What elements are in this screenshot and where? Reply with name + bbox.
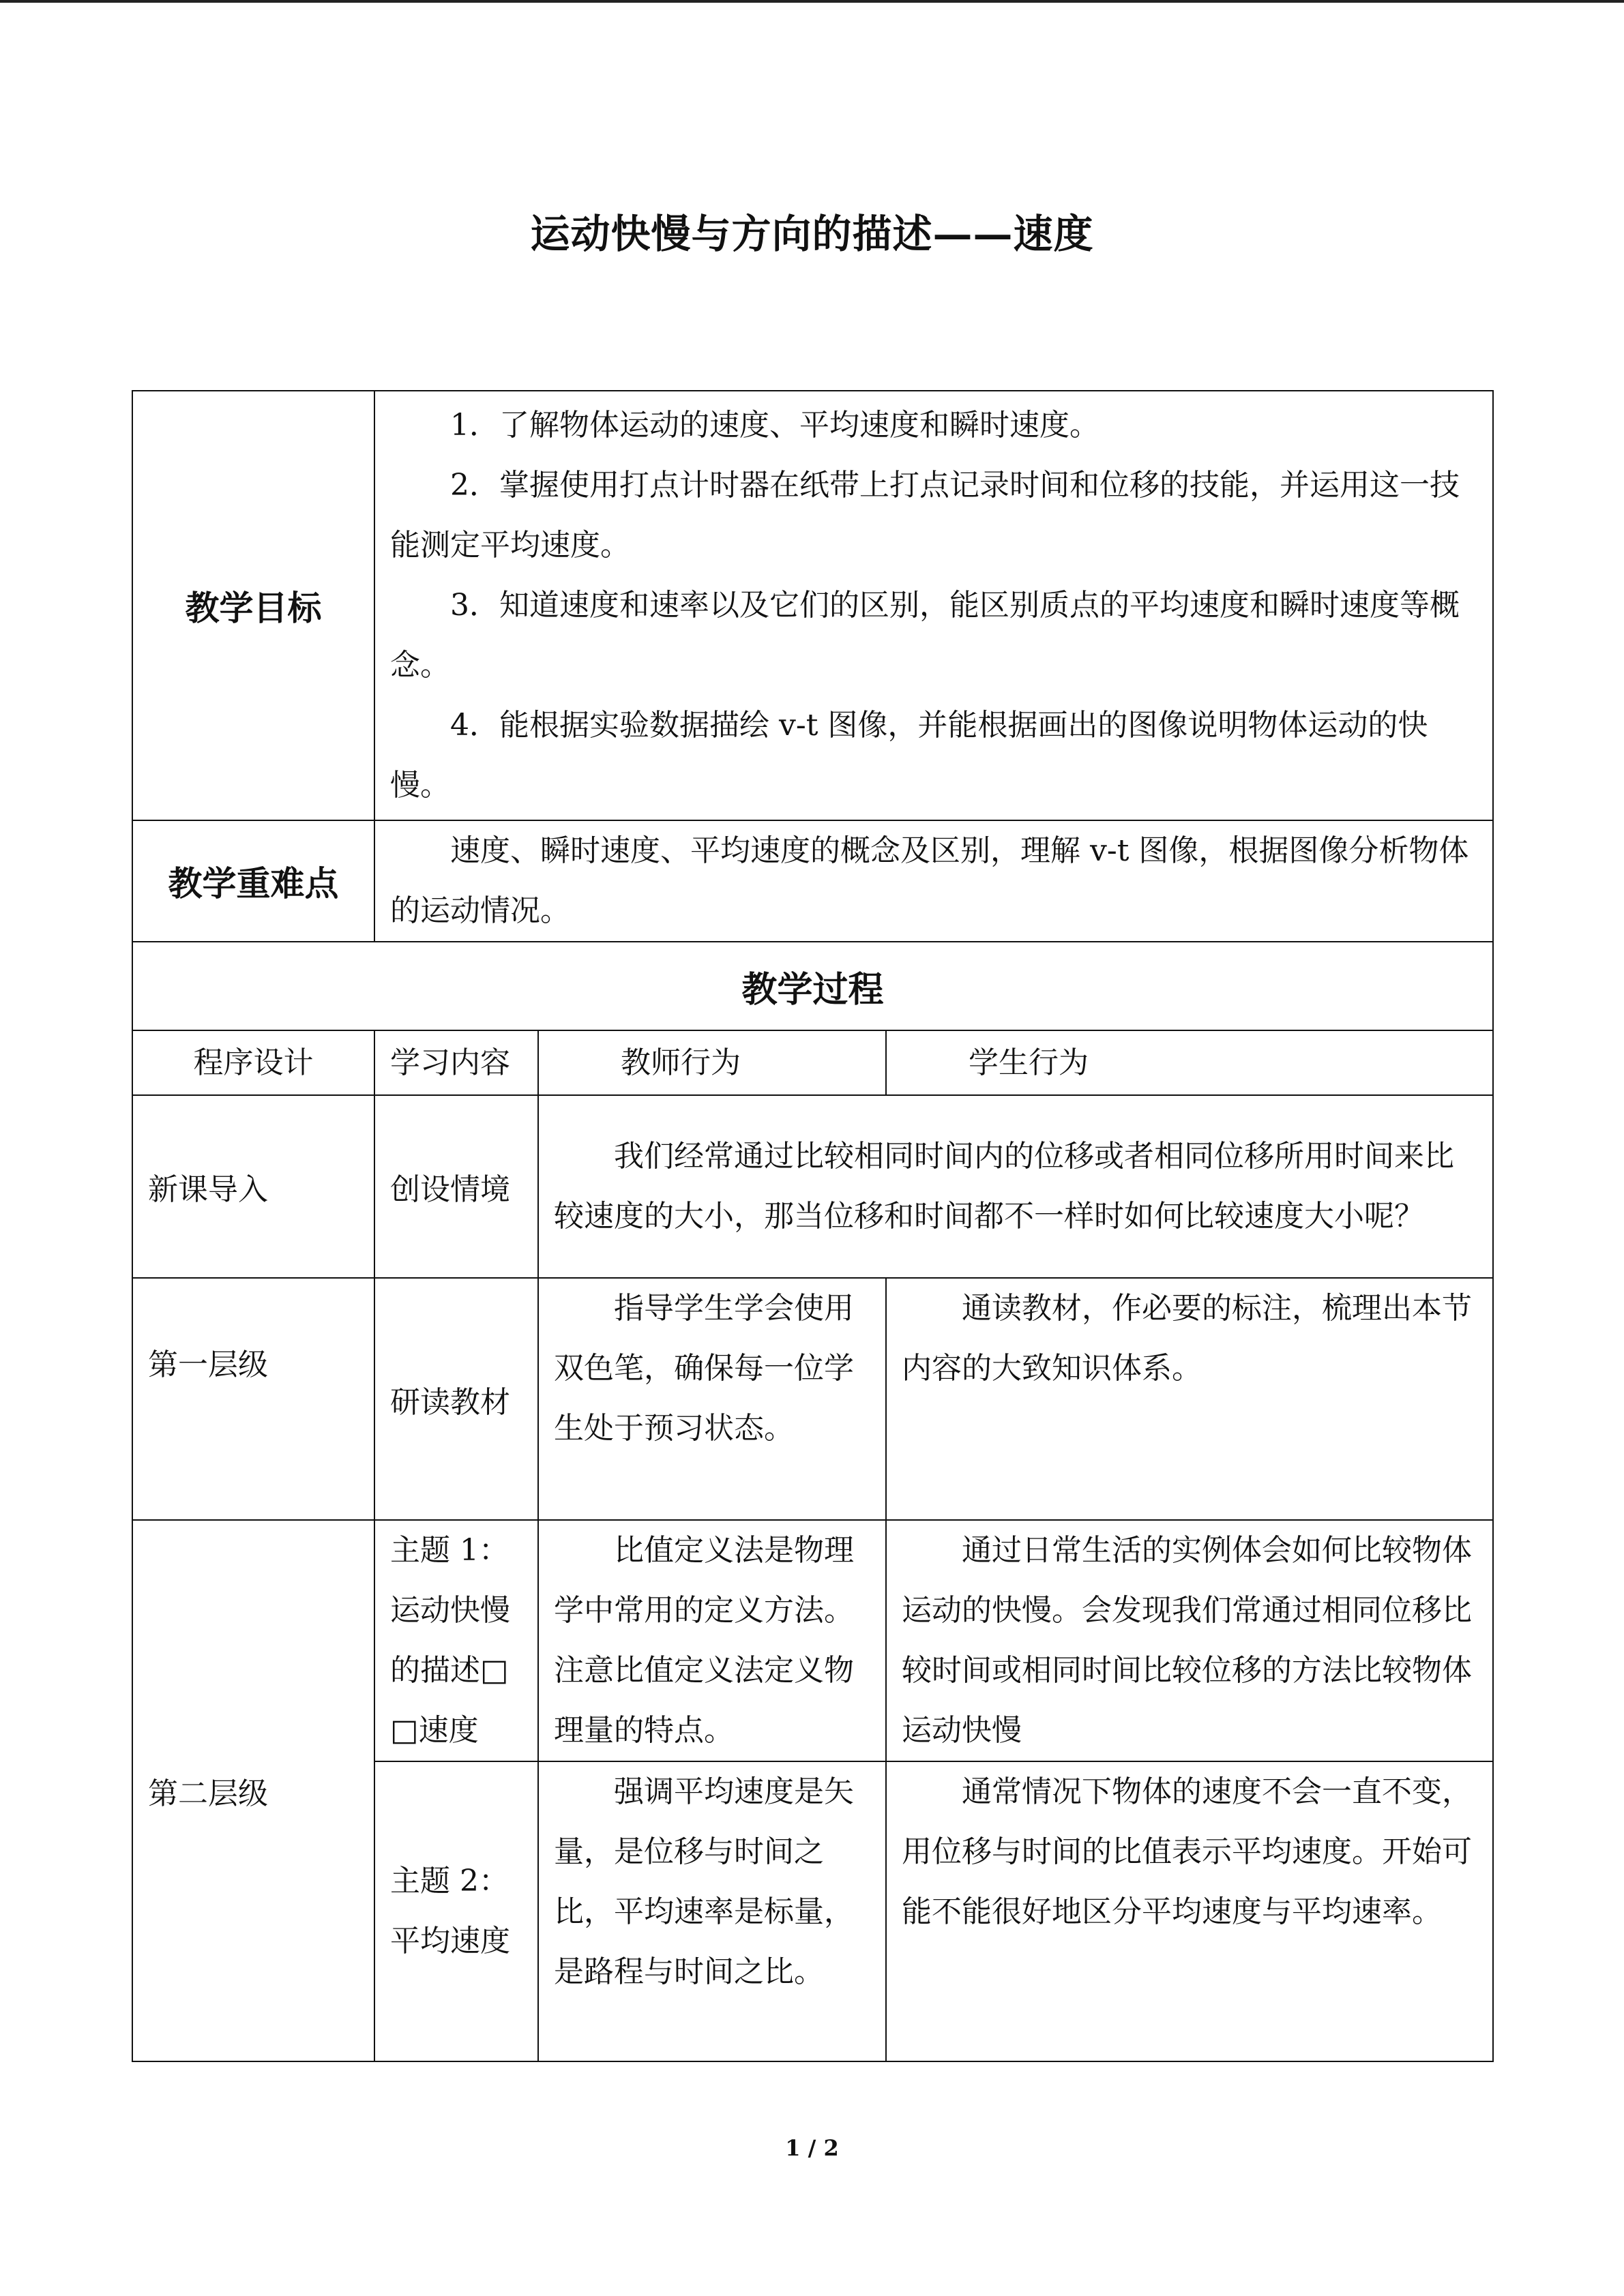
intro-text-cell [538, 1095, 1493, 1278]
topic2-teacher: 强调平均速度是矢量，是位移与时间之比，平均速率是标量，是路程与时间之比。 [554, 1774, 854, 1989]
objective-item-2: 2．掌握使用打点计时器在纸带上打点记录时间和位移的技能，并运用这一技能测定平均速度。 [390, 468, 1460, 563]
topic2-teacher-cell [538, 1761, 886, 2061]
document-title: 运动快慢与方向的描述——速度 [530, 211, 1094, 257]
header-content: 学习内容 [374, 1030, 538, 1095]
key-points-row [132, 820, 1493, 942]
level1-stage: 第一层级 [132, 1278, 374, 1520]
topic1-content: 主题 1：运动快慢的描述□□速度 [390, 1533, 510, 1748]
key-points-content [374, 820, 1493, 942]
level2-topic1-row [132, 1520, 1493, 1761]
objectives-content [374, 391, 1493, 820]
key-points-label: 教学重难点 [132, 820, 374, 942]
header-teacher: 教师行为 [538, 1030, 886, 1095]
objective-item-3: 3．知道速度和速率以及它们的区别，能区别质点的平均速度和瞬时速度等概念。 [390, 588, 1460, 683]
key-points-text: 速度、瞬时速度、平均速度的概念及区别，理解 v-t 图像，根据图像分析物体的运动情况。 [390, 833, 1469, 928]
topic2-content-cell [374, 1761, 538, 2061]
header-stage: 程序设计 [132, 1030, 374, 1095]
topic1-student-cell [886, 1520, 1493, 1761]
level1-content: 研读教材 [374, 1278, 538, 1520]
lesson-plan-table [132, 390, 1494, 2062]
level2-stage: 第二层级 [132, 1520, 374, 2061]
objectives-row [132, 391, 1493, 820]
topic1-teacher: 比值定义法是物理学中常用的定义方法。注意比值定义法定义物理量的特点。 [554, 1533, 854, 1748]
intro-content: 创设情境 [374, 1095, 538, 1278]
process-header-row [132, 1030, 1493, 1095]
top-border-rule [0, 0, 1624, 3]
level1-student: 通读教材，作必要的标注，梳理出本节内容的大致知识体系。 [902, 1291, 1472, 1386]
header-student: 学生行为 [886, 1030, 1493, 1095]
objective-item-1: 1．了解物体运动的速度、平均速度和瞬时速度。 [450, 408, 1099, 443]
intro-row [132, 1095, 1493, 1278]
level1-teacher-cell [538, 1278, 886, 1520]
topic1-teacher-cell [538, 1520, 886, 1761]
process-title-row [132, 942, 1493, 1030]
topic2-student-cell [886, 1761, 1493, 2061]
level1-teacher: 指导学生学会使用双色笔，确保每一位学生处于预习状态。 [554, 1291, 854, 1446]
objective-item-4: 4．能根据实验数据描绘 v-t 图像，并能根据画出的图像说明物体运动的快慢。 [390, 708, 1428, 803]
level1-row [132, 1278, 1493, 1520]
page-number: 1 / 2 [785, 2135, 839, 2161]
topic1-student: 通过日常生活的实例体会如何比较物体运动的快慢。会发现我们常通过相同位移比较时间或相同时间比较位移的方法比较物体运动快慢 [902, 1533, 1472, 1748]
intro-stage: 新课导入 [132, 1095, 374, 1278]
topic1-content-cell [374, 1520, 538, 1761]
topic2-student: 通常情况下物体的速度不会一直不变，用位移与时间的比值表示平均速度。开始可能不能很好地区分平均速度与平均速率。 [902, 1774, 1472, 1929]
objectives-label: 教学目标 [132, 391, 374, 820]
process-title: 教学过程 [132, 942, 1493, 1030]
intro-text: 我们经常通过比较相同时间内的位移或者相同位移所用时间来比较速度的大小，那当位移和时间都不一样时如何比较速度大小呢？ [554, 1139, 1454, 1234]
level1-student-cell [886, 1278, 1493, 1520]
topic2-content: 主题 2：平均速度 [390, 1864, 510, 1958]
